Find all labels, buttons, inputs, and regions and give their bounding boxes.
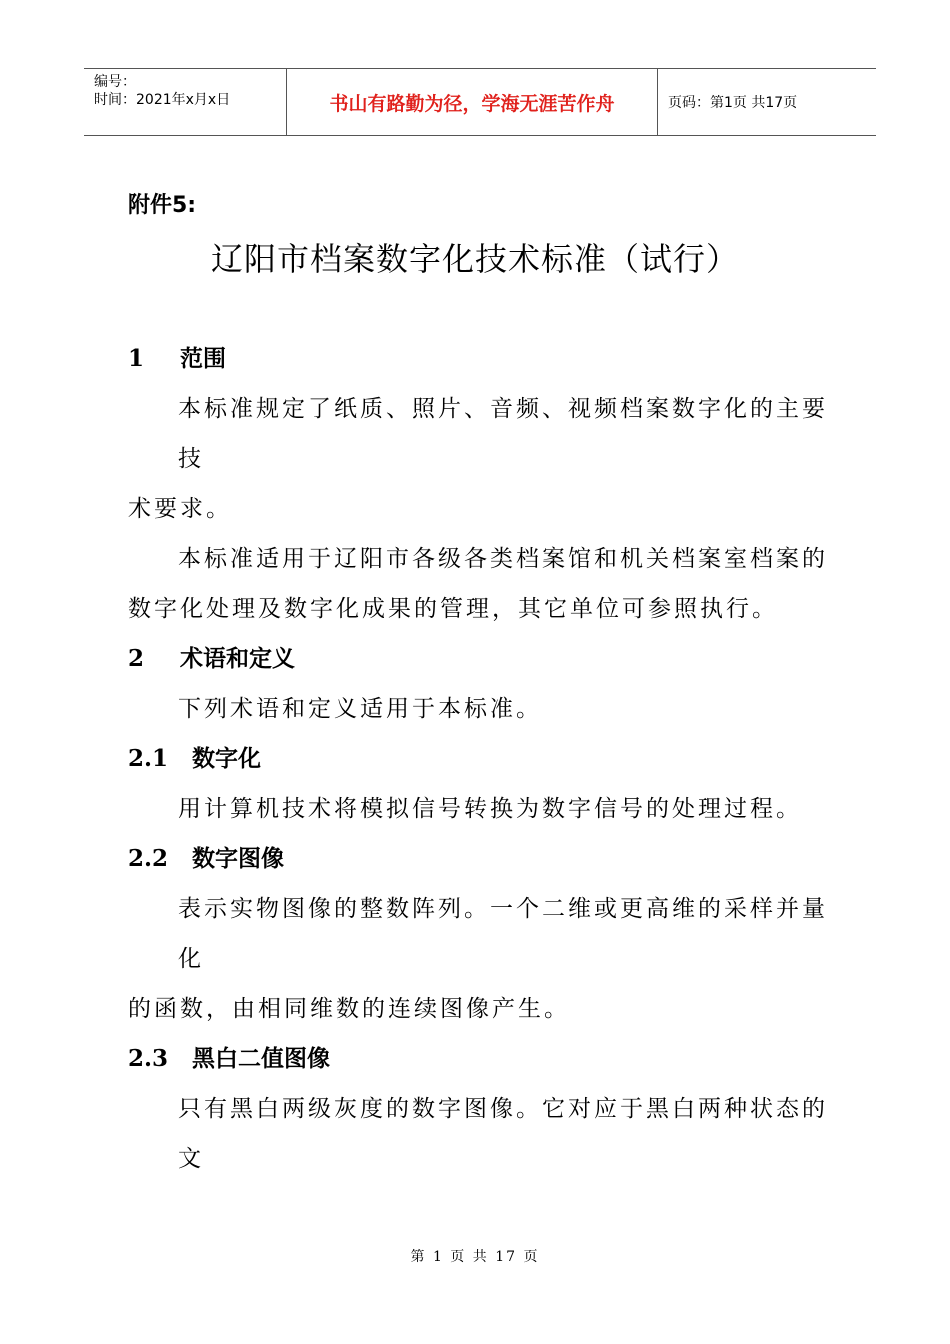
paragraph-line: 化	[178, 946, 204, 972]
annex-label: 附件5:	[128, 193, 197, 218]
paragraph-line: 只有黑白两级灰度的数字图像。它对应于黑白两种状态的	[178, 1096, 828, 1122]
paragraph-line: 下列术语和定义适用于本标准。	[178, 696, 542, 722]
document-title: 辽阳市档案数字化技术标准（试行）	[210, 240, 739, 278]
document-time-label: 时间：2021年x月x日	[94, 92, 231, 108]
paragraph-line: 数字化处理及数字化成果的管理，其它单位可参照执行。	[128, 596, 778, 622]
page-footer: 第 1 页 共 17 页	[410, 1249, 540, 1265]
paragraph-line: 本标准规定了纸质、照片、音频、视频档案数字化的主要	[178, 396, 828, 422]
section-heading	[128, 740, 261, 773]
section-title: 黑白二值图像	[192, 1046, 330, 1072]
paragraph-line: 用计算机技术将模拟信号转换为数字信号的处理过程。	[178, 796, 802, 822]
section-heading	[128, 640, 295, 673]
section-number: 1	[128, 345, 145, 372]
section-heading	[128, 340, 226, 373]
header-meta	[84, 69, 286, 135]
page-header	[84, 68, 876, 136]
paragraph-line: 的函数，由相同维数的连续图像产生。	[128, 996, 570, 1022]
section-title: 数字化	[192, 746, 261, 772]
section-number: 2.1	[128, 745, 169, 772]
paragraph-line: 文	[178, 1146, 204, 1172]
paragraph-line: 本标准适用于辽阳市各级各类档案馆和机关档案室档案的	[178, 546, 828, 572]
section-heading	[128, 1040, 330, 1073]
section-number: 2	[128, 645, 145, 672]
paragraph-line: 术要求。	[128, 496, 232, 522]
document-number-label: 编号：	[94, 74, 136, 90]
section-heading	[128, 840, 284, 873]
section-title: 范围	[180, 346, 226, 372]
paragraph-line: 技	[178, 446, 204, 472]
section-title: 术语和定义	[180, 646, 295, 672]
header-page-number: 页码：第1页 共17页	[668, 95, 798, 111]
section-number: 2.3	[128, 1045, 169, 1072]
section-number: 2.2	[128, 845, 169, 872]
section-title: 数字图像	[192, 846, 284, 872]
header-motto: 书山有路勤为径，学海无涯苦作舟	[286, 69, 658, 135]
paragraph-line: 表示实物图像的整数阵列。一个二维或更高维的采样并量	[178, 896, 828, 922]
